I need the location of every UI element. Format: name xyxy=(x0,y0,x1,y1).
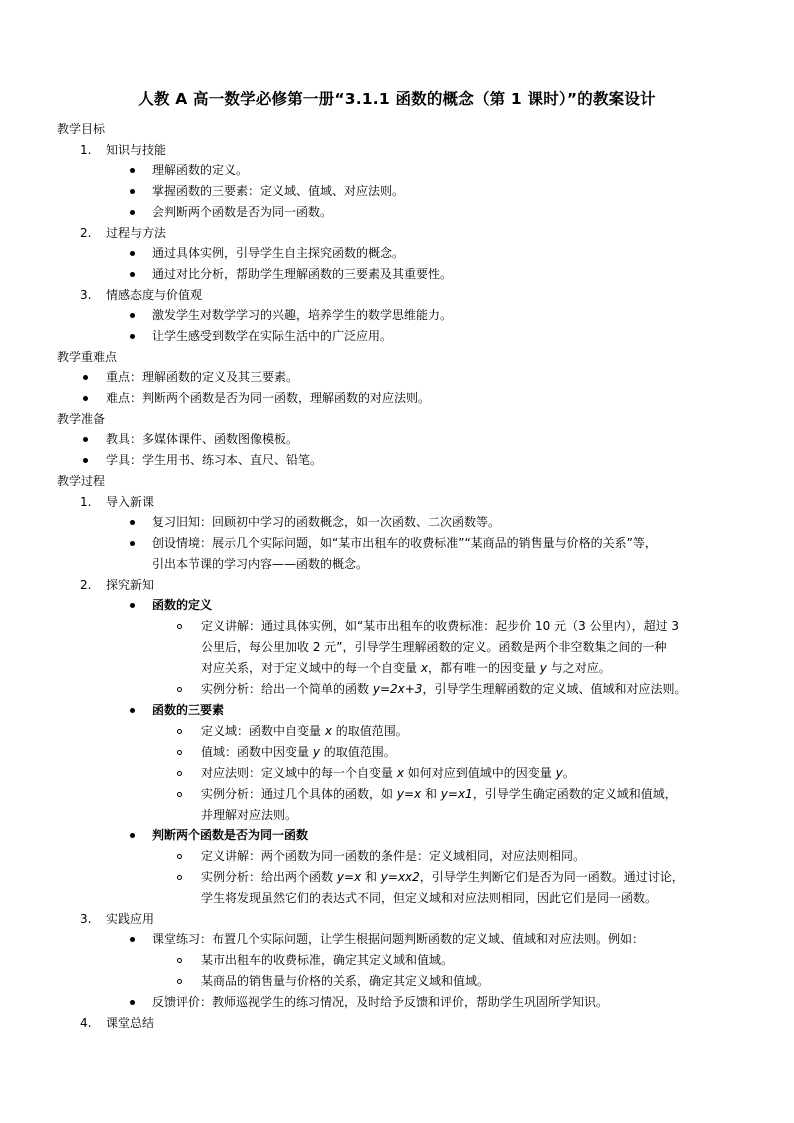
circle-bullet xyxy=(177,875,182,880)
subheading-practice: 实践应用 xyxy=(106,912,155,926)
list-item: 课堂练习：布置几个实际问题，让学生根据问题判断函数的定义域、值域和对应法则。例如： xyxy=(152,932,645,946)
list-item: 对应法则：定义域中的每一个自变量 x 如何对应到值域中的因变量 y。 xyxy=(201,766,575,780)
bullet xyxy=(83,396,88,401)
section-heading-process: 教学过程 xyxy=(57,474,106,488)
subheading-introduction: 导入新课 xyxy=(106,495,155,509)
bullet xyxy=(130,541,135,546)
bullet xyxy=(130,189,135,194)
bullet xyxy=(130,1000,135,1005)
section-heading-objectives: 教学目标 xyxy=(57,122,106,136)
list-item: 某市出租车的收费标准，确定其定义域和值域。 xyxy=(201,953,454,967)
list-item-continuation: 并理解对应法则。 xyxy=(201,808,298,822)
bullet xyxy=(130,334,135,339)
list-number: 3. xyxy=(80,288,92,302)
list-item: 反馈评价：教师巡视学生的练习情况，及时给予反馈和评价，帮助学生巩固所学知识。 xyxy=(152,995,609,1009)
section-heading-preparation: 教学准备 xyxy=(57,412,106,426)
bullet xyxy=(130,168,135,173)
list-item-continuation: 引出本节课的学习内容——函数的概念。 xyxy=(152,557,369,571)
list-item: 值域：函数中因变量 y 的取值范围。 xyxy=(201,745,396,759)
bullet xyxy=(130,313,135,318)
list-item: 复习旧知：回顾初中学习的函数概念，如一次函数、二次函数等。 xyxy=(152,515,501,529)
circle-bullet xyxy=(177,771,182,776)
circle-bullet xyxy=(177,979,182,984)
list-item: 实例分析：通过几个具体的函数，如 y=x 和 y=x1，引导学生确定函数的定义域和值域， xyxy=(201,787,677,801)
list-item: 实例分析：给出一个简单的函数 y=2x+3，引导学生理解函数的定义域、值域和对应法则。 xyxy=(201,682,687,696)
list-item: 定义域：函数中自变量 x 的取值范围。 xyxy=(201,724,408,738)
list-number: 2. xyxy=(80,226,92,240)
bullet xyxy=(130,937,135,942)
list-item: 教具：多媒体课件、函数图像模板。 xyxy=(106,432,299,446)
bullet xyxy=(130,272,135,277)
circle-bullet xyxy=(177,687,182,692)
bullet xyxy=(83,437,88,442)
list-number: 2. xyxy=(80,578,92,592)
list-number: 4. xyxy=(80,1016,92,1030)
subheading-explore: 探究新知 xyxy=(106,578,155,592)
bullet xyxy=(130,708,135,713)
list-number: 1. xyxy=(80,495,92,509)
bullet xyxy=(130,603,135,608)
subheading-process-method: 过程与方法 xyxy=(106,226,167,240)
circle-bullet xyxy=(177,958,182,963)
list-item: 会判断两个函数是否为同一函数。 xyxy=(152,205,333,219)
topic-three-elements: 函数的三要素 xyxy=(152,703,225,717)
list-item: 理解函数的定义。 xyxy=(152,163,249,177)
list-item-continuation: 公里后，每公里加收 2 元”，引导学生理解函数的定义。函数是两个非空数集之间的一种 xyxy=(201,640,667,654)
list-item: 通过具体实例，引导学生自主探究函数的概念。 xyxy=(152,246,405,260)
list-item: 实例分析：给出两个函数 y=x 和 y=xx2，引导学生判断它们是否为同一函数。通过讨论， xyxy=(201,870,684,884)
topic-same-function: 判断两个函数是否为同一函数 xyxy=(152,828,309,842)
circle-bullet xyxy=(177,750,182,755)
circle-bullet xyxy=(177,854,182,859)
list-item: 重点：理解函数的定义及其三要素。 xyxy=(106,370,299,384)
list-item: 通过对比分析，帮助学生理解函数的三要素及其重要性。 xyxy=(152,267,453,281)
list-item-continuation: 学生将发现虽然它们的表达式不同，但定义域和对应法则相同，因此它们是同一函数。 xyxy=(201,891,658,905)
list-item: 难点：判断两个函数是否为同一函数，理解函数的对应法则。 xyxy=(106,391,431,405)
list-item: 定义讲解：两个函数为同一函数的条件是：定义域相同，对应法则相同。 xyxy=(201,849,586,863)
list-item: 某商品的销售量与价格的关系，确定其定义域和值域。 xyxy=(201,974,490,988)
circle-bullet xyxy=(177,624,182,629)
document-title: 人教 A 高一数学必修第一册“3.1.1 函数的概念（第 1 课时）”的教案设计 xyxy=(138,90,656,108)
list-item: 掌握函数的三要素：定义域、值域、对应法则。 xyxy=(152,184,405,198)
list-number: 3. xyxy=(80,912,92,926)
circle-bullet xyxy=(177,729,182,734)
bullet xyxy=(83,375,88,380)
circle-bullet xyxy=(177,792,182,797)
bullet xyxy=(130,520,135,525)
list-item: 激发学生对数学学习的兴趣，培养学生的数学思维能力。 xyxy=(152,308,453,322)
bullet xyxy=(130,833,135,838)
list-item: 定义讲解：通过具体实例，如“某市出租车的收费标准：起步价 10 元（3 公里内），超过 3 xyxy=(201,619,680,633)
bullet xyxy=(83,458,88,463)
bullet xyxy=(130,251,135,256)
list-item-continuation: 对应关系，对于定义域中的每一个自变量 x，都有唯一的因变量 y 与之对应。 xyxy=(201,661,611,675)
section-heading-key-points: 教学重难点 xyxy=(57,350,118,364)
subheading-summary: 课堂总结 xyxy=(106,1016,155,1030)
list-item: 让学生感受到数学在实际生活中的广泛应用。 xyxy=(152,329,393,343)
topic-function-definition: 函数的定义 xyxy=(152,598,213,612)
list-number: 1. xyxy=(80,143,92,157)
bullet xyxy=(130,210,135,215)
subheading-knowledge-skills: 知识与技能 xyxy=(106,143,167,157)
list-item: 学具：学生用书、练习本、直尺、铅笔。 xyxy=(106,453,323,467)
subheading-attitude-values: 情感态度与价值观 xyxy=(106,288,203,302)
list-item: 创设情境：展示几个实际问题，如“某市出租车的收费标准”“某商品的销售量与价格的关系”等， xyxy=(152,536,657,550)
